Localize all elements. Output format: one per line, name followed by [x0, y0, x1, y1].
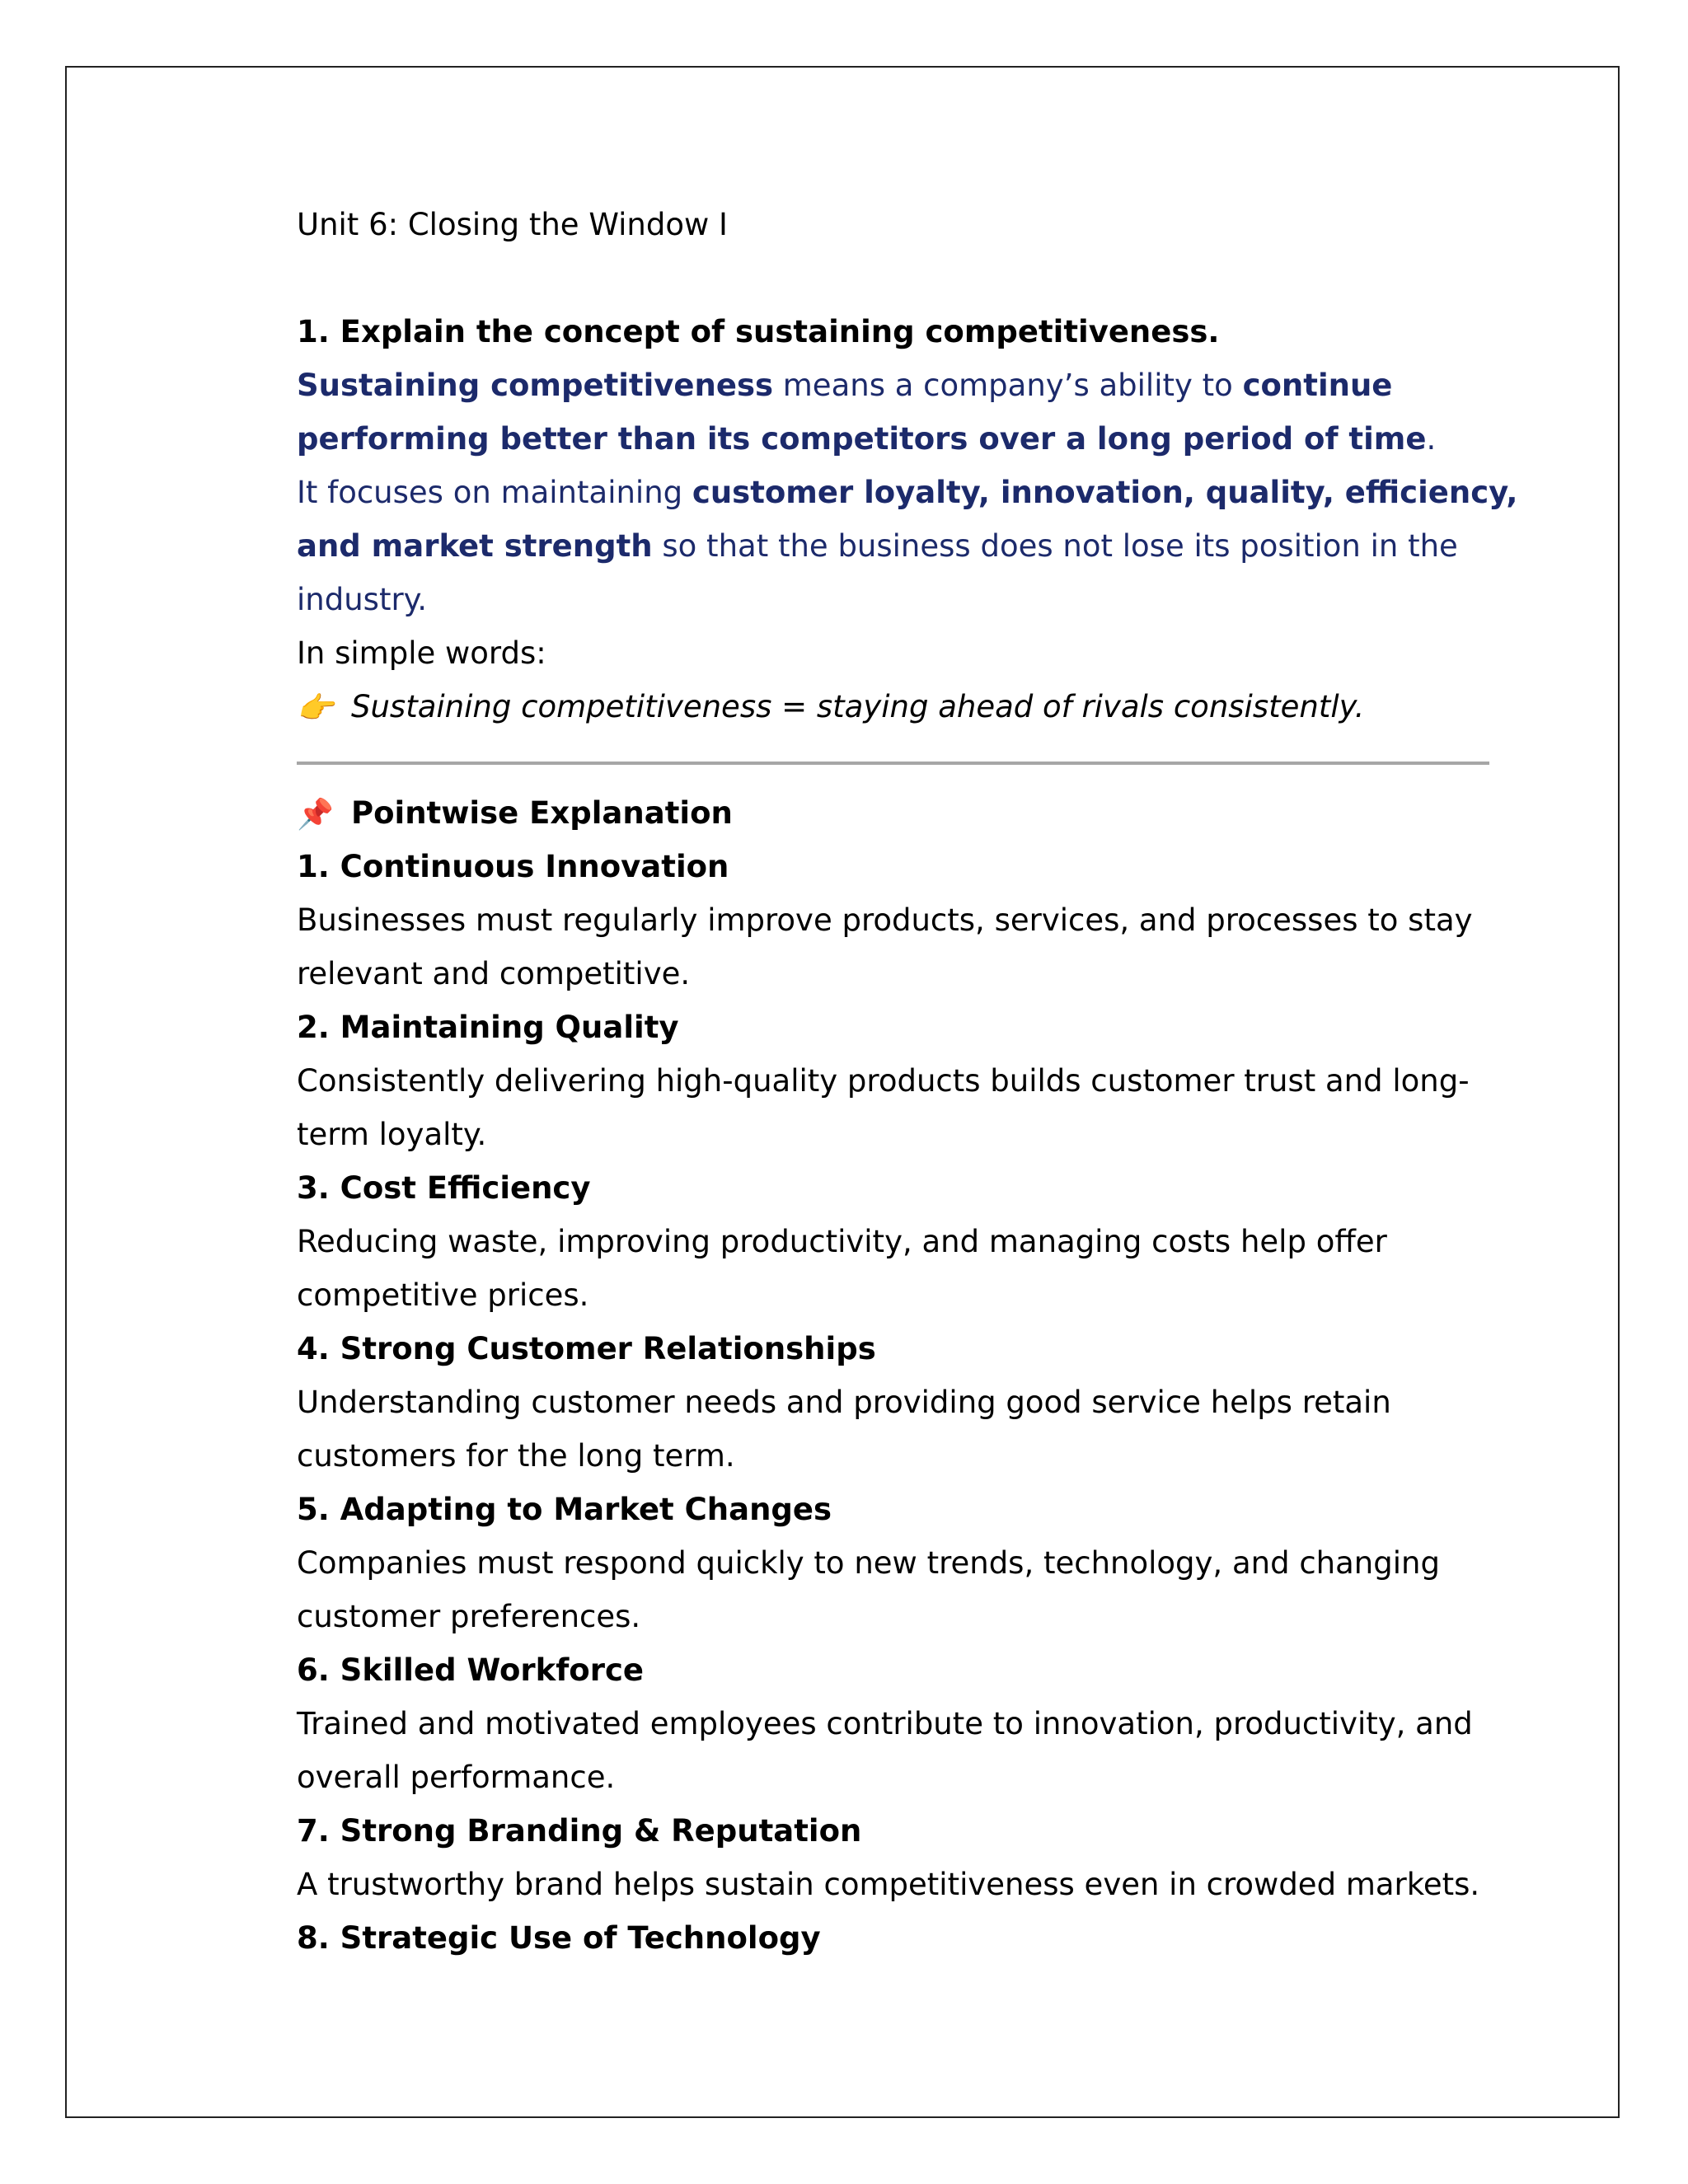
simple-summary-text: Sustaining competitiveness = staying ahead of rivals consistently.	[351, 689, 1365, 724]
simple-summary	[297, 680, 1500, 733]
answer-bold-text: and market strength	[297, 528, 653, 564]
point-description-line: Reducing waste, improving productivity, and managing costs help offer	[297, 1224, 1387, 1259]
point-title: 7. Strong Branding & Reputation	[297, 1813, 862, 1849]
answer-line-2	[297, 412, 1500, 466]
answer-line-5: industry.	[297, 582, 428, 617]
point-description-line: Trained and motivated employees contribute to innovation, productivity, and	[297, 1706, 1473, 1741]
unit-title: Unit 6: Closing the Window I	[297, 207, 728, 242]
answer-text: It focuses on maintaining	[297, 475, 692, 510]
answer-bold-text: performing better than its competitors over a long period of time	[297, 421, 1427, 457]
question-heading: 1. Explain the concept of sustaining competitiveness.	[297, 314, 1220, 349]
answer-text: so that the business does not lose its position in the	[652, 528, 1458, 564]
point-description-line: relevant and competitive.	[297, 956, 691, 991]
point-title: 2. Maintaining Quality	[297, 1010, 679, 1045]
point-description-line: Companies must respond quickly to new trends, technology, and changing	[297, 1545, 1440, 1581]
point-title: 8. Strategic Use of Technology	[297, 1920, 821, 1956]
simple-words-label: In simple words:	[297, 635, 546, 671]
point-description-line: A trustworthy brand helps sustain competitiveness even in crowded markets.	[297, 1867, 1480, 1902]
point-description-line: customers for the long term.	[297, 1438, 735, 1474]
answer-line-3	[297, 466, 1518, 519]
answer-line-4	[297, 519, 1500, 573]
point-title: 4. Strong Customer Relationships	[297, 1331, 876, 1366]
point-title: 1. Continuous Innovation	[297, 849, 729, 884]
pointwise-heading-text: Pointwise Explanation	[351, 795, 733, 831]
point-description-line: competitive prices.	[297, 1277, 589, 1313]
point-description-line: overall performance.	[297, 1760, 616, 1795]
point-description-line: customer preferences.	[297, 1599, 641, 1634]
answer-bold-text: Sustaining competitiveness	[297, 368, 773, 403]
answer-line-1	[297, 359, 1500, 412]
point-title: 3. Cost Efficiency	[297, 1170, 591, 1206]
point-description-line: term loyalty.	[297, 1117, 487, 1152]
answer-bold-text: customer loyalty, innovation, quality, efficiency,	[692, 475, 1518, 510]
answer-text: .	[1426, 421, 1437, 457]
pointwise-heading	[297, 786, 1500, 840]
document-body	[297, 198, 1518, 1965]
point-title: 6. Skilled Workforce	[297, 1652, 645, 1688]
answer-text: means a company’s ability to	[773, 368, 1243, 403]
answer-bold-text: continue	[1242, 368, 1393, 403]
point-description-line: Consistently delivering high-quality products builds customer trust and long-	[297, 1063, 1470, 1099]
section-divider	[297, 762, 1489, 765]
pushpin-icon: 📌	[297, 797, 334, 832]
point-title: 5. Adapting to Market Changes	[297, 1492, 832, 1527]
point-description-line: Businesses must regularly improve products, services, and processes to stay	[297, 902, 1473, 938]
point-description-line: Understanding customer needs and providing good service helps retain	[297, 1385, 1391, 1420]
backhand-index-pointing-right-icon: 👉	[297, 691, 334, 725]
